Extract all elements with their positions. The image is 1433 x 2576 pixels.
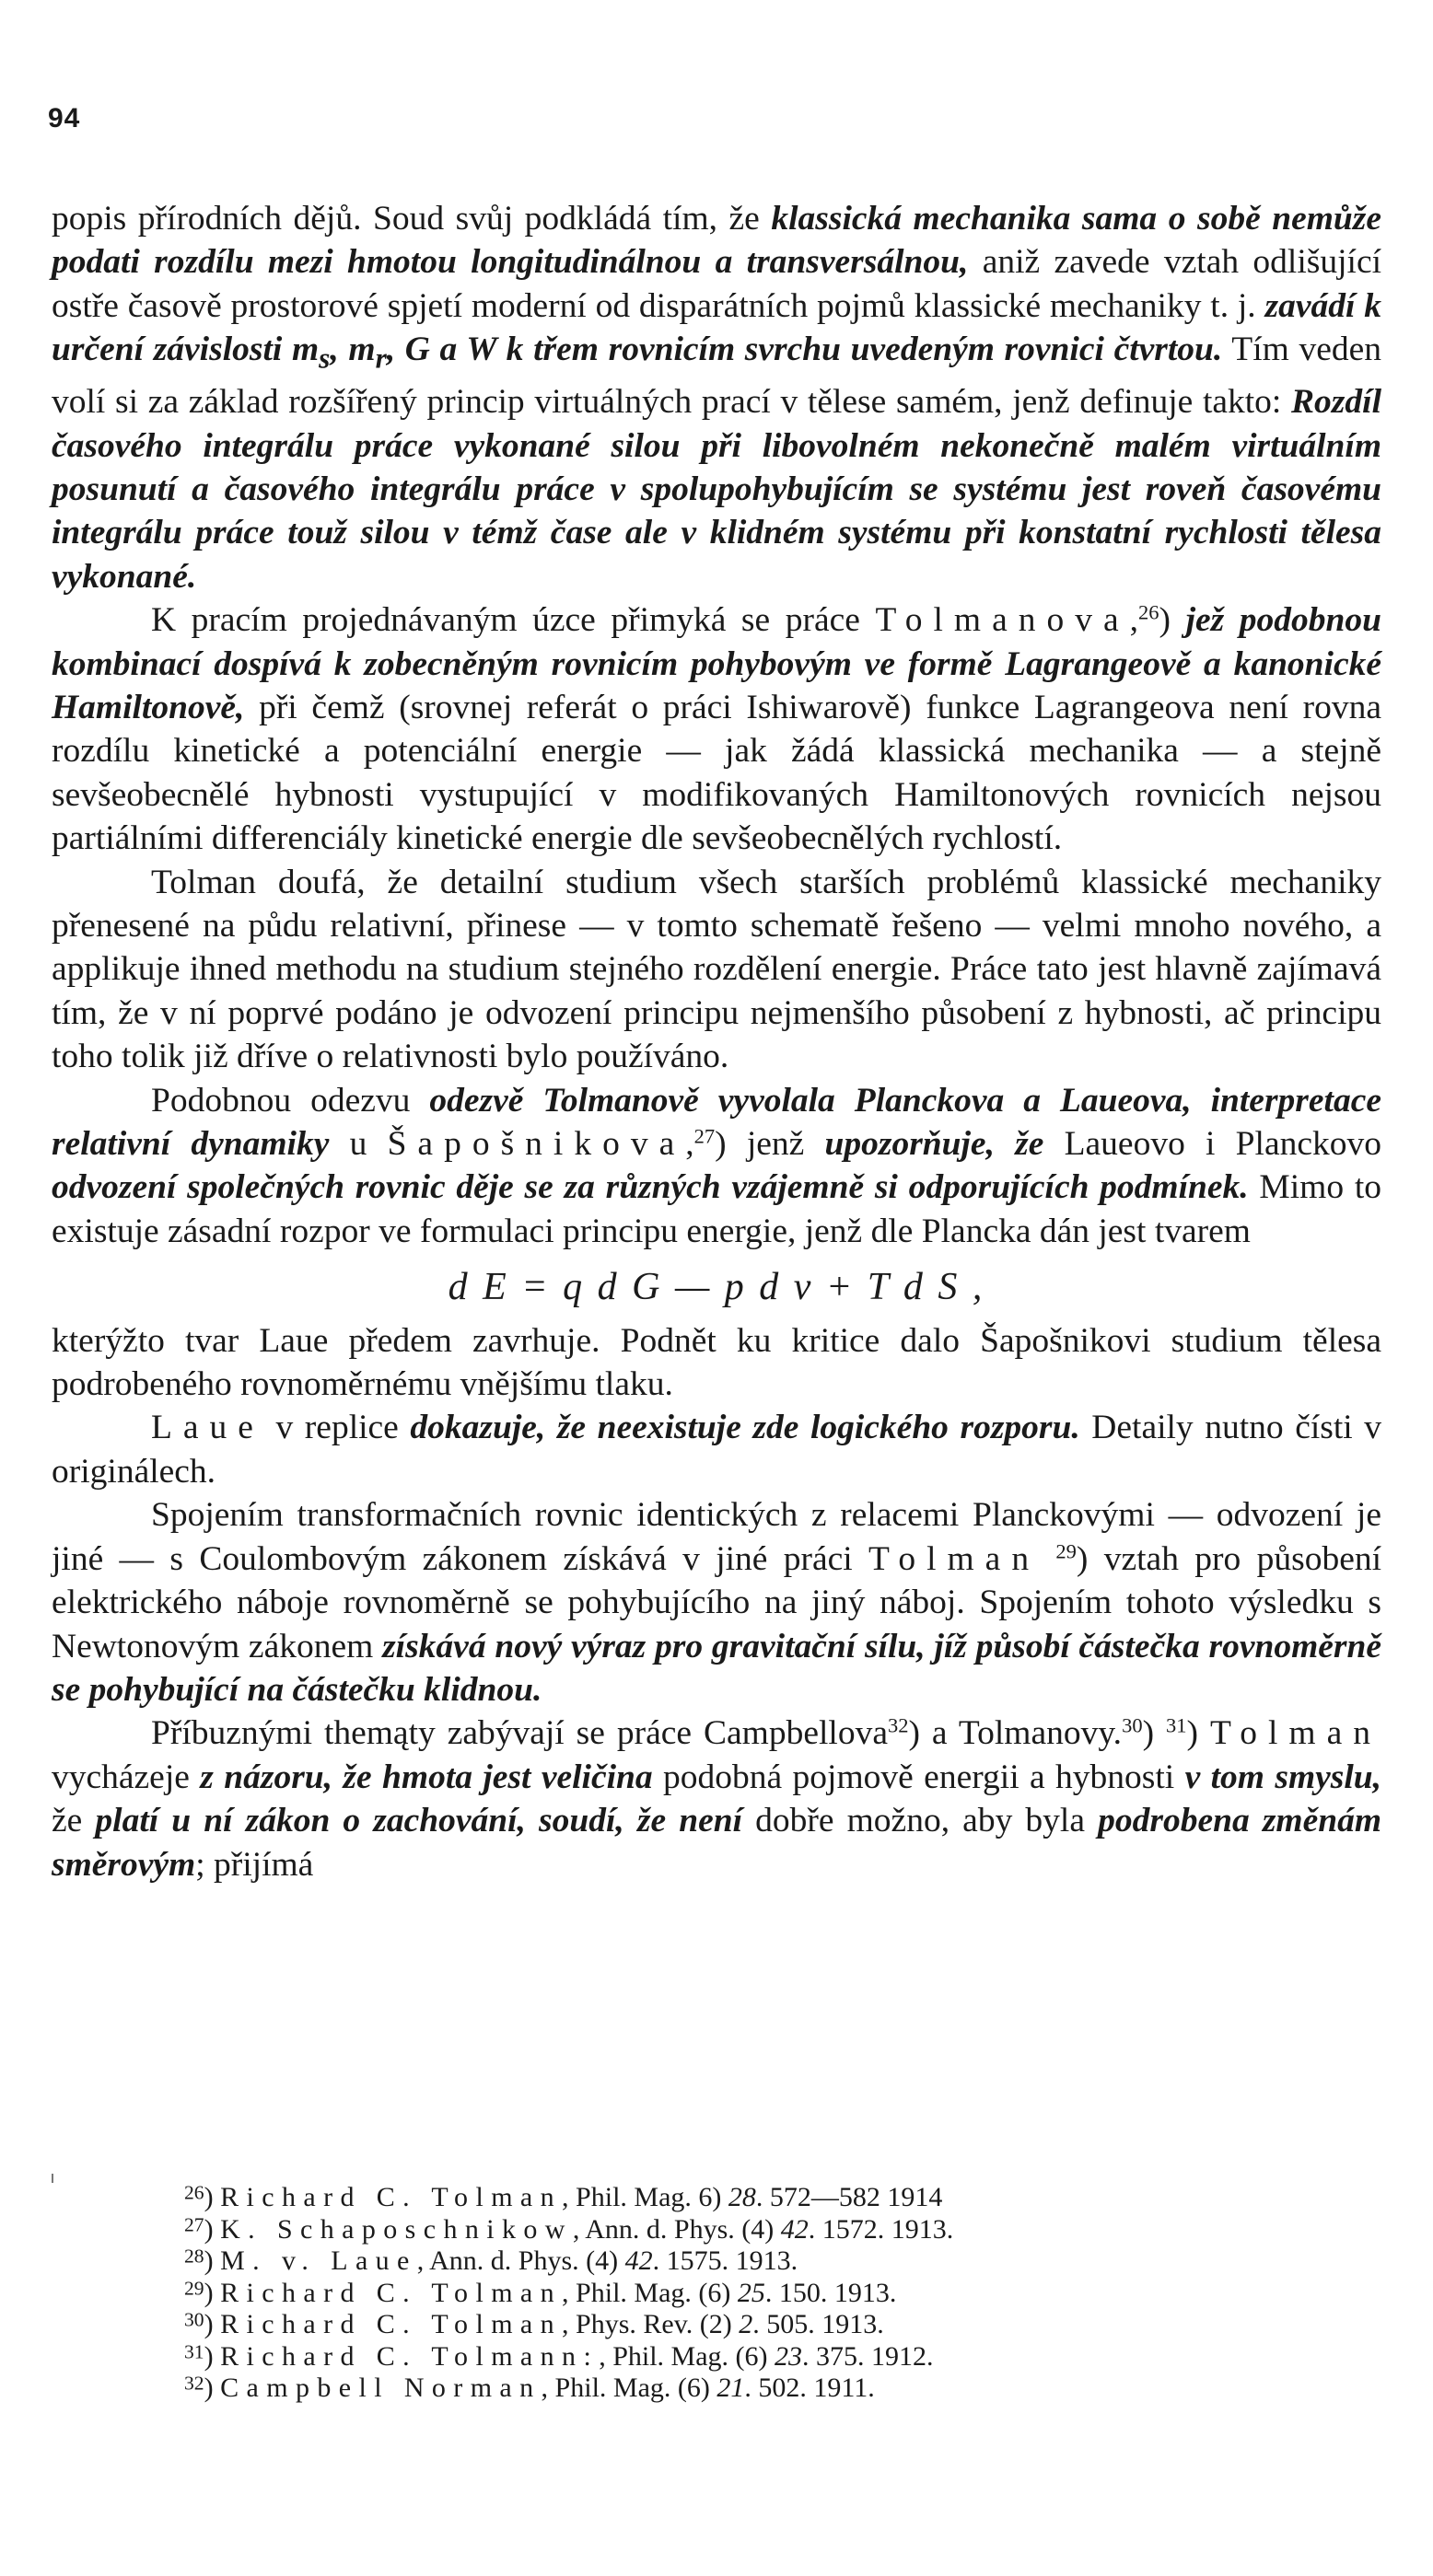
text-run: podobná pojmově energii a hybnosti — [652, 1758, 1185, 1796]
footnote-rule — [52, 2174, 53, 2183]
paragraph — [52, 1493, 1381, 1712]
footnote-volume: 28 — [728, 2182, 756, 2212]
footnote-journal: , Phil. Mag. (6) — [562, 2277, 738, 2308]
footnote-paren: ) — [204, 2182, 221, 2212]
text-run: K pracím projednávaným úzce přimyká se práce — [151, 601, 876, 640]
footnotes — [184, 2182, 1289, 2405]
spaced-author-name: Laue — [151, 1409, 264, 1447]
footnote-volume: 25 — [737, 2277, 765, 2308]
footnote-journal: , Phys. Rev. (2) — [562, 2309, 740, 2339]
footnote-ref: 31 — [1166, 1713, 1187, 1737]
emphasis-text: klassická mechanika sama o sobě nemůže podati rozdílu mezi hmotou longitudinálnou a transversálnou, — [52, 200, 1381, 282]
text-run: v replice — [263, 1409, 411, 1447]
text-run: dobře možno, aby byla — [742, 1802, 1099, 1840]
text-run: že — [52, 1802, 96, 1840]
footnote-journal: , Ann. d. Phys. (4) — [416, 2245, 625, 2276]
footnote-journal: , Phil. Mag. (6) — [599, 2340, 775, 2372]
footnote-pages-year: . 505. 1913. — [752, 2309, 884, 2339]
text-run: Podobnou odezvu — [151, 1081, 430, 1120]
footnote — [184, 2309, 1289, 2341]
footnote-number: 27 — [184, 2212, 204, 2235]
footnote-number: 29 — [184, 2276, 204, 2299]
footnote-paren: ) — [204, 2277, 221, 2308]
footnote-number: 32 — [184, 2372, 204, 2395]
equation: d E = q d G — p d v + T d S , — [448, 1266, 985, 1309]
paragraph — [52, 1319, 1381, 1407]
footnote-ref: 32 — [887, 1713, 909, 1737]
text-run: popis přírodních dějů. Soud svůj podkládá tím, že — [52, 200, 772, 238]
text-run: ) — [1142, 1714, 1167, 1753]
text-run: ) — [1186, 1714, 1210, 1753]
footnote — [184, 2245, 1289, 2278]
footnote-author: Richard C. Tolman — [220, 2182, 563, 2212]
emphasis-text: dokazuje, že neexistuje zde logického rozporu. — [410, 1409, 1080, 1447]
footnote-pages-year: . 502. 1911. — [744, 2373, 875, 2403]
footnote-author: Richard C. Tolman — [220, 2309, 563, 2339]
footnote-author: Richard C. Tolman — [220, 2277, 563, 2308]
footnote-paren: ) — [204, 2213, 221, 2245]
text-run: aniž zavede vztah odlišující ostře časově prostorové spjetí moderní od disparátních pojmů klassické mechaniky t. j. — [52, 243, 1382, 325]
paragraph — [52, 861, 1381, 1079]
emphasis-text: , m — [330, 331, 376, 369]
footnote-pages-year: . 1572. 1913. — [808, 2213, 954, 2245]
text-run: ) a Tolmanovy. — [908, 1714, 1123, 1753]
footnote-number: 31 — [184, 2339, 204, 2362]
text-run: Příbuznými themąty zabývají se práce Campbellova — [151, 1714, 888, 1753]
emphasis-text: odezvě Tolmanově vyvolala Planckova a Laueova, interpretace relativní dynamiky — [52, 1081, 1381, 1164]
subscript: s — [319, 342, 331, 375]
footnote — [184, 2214, 1289, 2246]
footnote-journal: , Ann. d. Phys. (4) — [572, 2213, 781, 2245]
paragraph — [52, 197, 1381, 598]
footnote-pages-year: . 572—582 1914 — [755, 2182, 943, 2212]
footnote-number: 30 — [184, 2308, 204, 2331]
spaced-author-name: Šapošnikova — [387, 1125, 686, 1164]
spaced-author-name: Tolman — [1209, 1714, 1381, 1753]
page-number: 94 — [48, 103, 81, 133]
text-run: Tím veden volí si za základ rozšířený princip virtuálných prací v tělese samém, jenž definuje takto: — [52, 331, 1382, 422]
footnote-volume: 42 — [624, 2245, 653, 2276]
emphasis-text: upozorňuje, že — [824, 1125, 1044, 1164]
text-run: Detaily nutno čísti v originálech. — [52, 1409, 1381, 1491]
text-run: vycházeje — [52, 1758, 201, 1796]
footnote-paren: ) — [204, 2245, 221, 2276]
text-run: , — [1129, 601, 1138, 640]
footnote-journal: , Phil. Mag. (6) — [541, 2373, 717, 2403]
footnote-volume: 23 — [775, 2340, 803, 2372]
text-run: ) vztah pro působení elektrického náboje rovnoměrně se pohybujícího na jiný náboj. Spojením tohoto výsledku s Newtonovým zákonem — [52, 1539, 1382, 1665]
footnote-author: Richard C. Tolmann: — [220, 2340, 600, 2372]
footnote-paren: ) — [204, 2373, 221, 2403]
paragraph — [52, 1079, 1381, 1254]
spaced-author-name: Tolmanova — [875, 601, 1130, 640]
emphasis-text: podrobena změnám směrovým — [52, 1802, 1382, 1884]
paragraph — [52, 1712, 1381, 1886]
subscript: r — [375, 342, 387, 375]
footnote-pages-year: . 375. 1912. — [802, 2340, 934, 2372]
footnote-author: M. v. Laue — [220, 2245, 417, 2276]
footnote-paren: ) — [204, 2340, 221, 2372]
text-run: Spojením transformačních rovnic identických z relacemi Planckovými — odvození je jiné — s Coulombovým zákonem získává v jiné práci — [52, 1496, 1381, 1578]
footnote-volume: 2 — [739, 2309, 753, 2339]
text-run: , — [685, 1125, 694, 1164]
footnote-author: Campbell Norman — [220, 2373, 542, 2403]
footnote — [184, 2373, 1289, 2405]
text-run: ; přijímá — [195, 1845, 314, 1884]
footnote-volume: 42 — [780, 2213, 809, 2245]
footnote-ref: 30 — [1122, 1713, 1143, 1737]
text-run: Mimo to existuje zásadní rozpor ve formulaci principu energie, jenž dle Plancka dán jest tvarem — [52, 1168, 1381, 1250]
footnote-number: 26 — [184, 2181, 204, 2204]
footnote-volume: 21 — [716, 2373, 745, 2403]
emphasis-text: Rozdíl časového integrálu práce vykonané silou při libovolném nekonečně malém virtuálním posunutí a časového integrálu práce v spolupohybujícím se systému jest roveň časovému integrálu práce touž silou v témž čase ale v klidném systému při konstatní rychlosti tělesa vykonané. — [52, 383, 1381, 596]
text-run: ) — [1159, 601, 1186, 640]
emphasis-text: , G a W k třem rovnicím svrchu uvedeným rovnici čtvrtou. — [386, 331, 1223, 369]
footnote-number: 28 — [184, 2245, 204, 2268]
emphasis-text: získává nový výraz pro gravitační sílu, jíž působí částečka rovnoměrně se pohybující na částečku klidnou. — [52, 1627, 1381, 1709]
footnote-pages-year: . 150. 1913. — [764, 2277, 897, 2308]
footnote — [184, 2182, 1289, 2214]
emphasis-text: zavádí k určení závislosti m — [52, 286, 1381, 369]
text-run: při čemž (srovnej referát o práci Ishiwarově) funkce Lagrangeova není rovna rozdílu kinetické a potenciální energie — jak žádá klassická mechanika — a stejně sevšeobecnělé hybnosti vystupující v modifikovaných Hamiltonových rovnicích nejsou partiálními differenciály kinetické energie dle sevšeobecnělých rychlostí. — [52, 688, 1381, 858]
text-run: ) jenž — [715, 1125, 825, 1164]
text-run — [1040, 1540, 1055, 1578]
emphasis-text: odvození společných rovnic děje se za různých vzájemně si odporujících podmínek. — [52, 1168, 1249, 1207]
footnote-ref: 29 — [1055, 1539, 1077, 1563]
spaced-author-name: Tolman — [868, 1539, 1041, 1578]
text-run: kterýžto tvar Laue předem zavrhuje. Podnět ku kritice dalo Šapošnikovi studium tělesa podrobeného rovnoměrnému vnějšímu tlaku. — [52, 1321, 1381, 1404]
text-run: u — [329, 1125, 388, 1164]
emphasis-text: platí u ní zákon o zachování, soudí, že není — [95, 1802, 743, 1840]
emphasis-text: z názoru, že hmota jest veličina — [200, 1758, 653, 1796]
text-run: Laueovo i Planckovo — [1043, 1125, 1381, 1164]
paragraph — [52, 1406, 1381, 1493]
footnote — [184, 2278, 1289, 2310]
footnote-paren: ) — [204, 2309, 221, 2339]
text-run: Tolman doufá, že detailní studium všech starších problémů klassické mechaniky přenesené na půdu relativní, přinese — v tomto schematě řešeno — velmi mnoho nového, a applikuje ihned methodu na studium stejného rozdělení energie. Práce tato jest hlavně zajímavá tím, že v ní poprvé podáno je odvození principu nejmenšího působení z hybnosti, ač principu toho tolik již dříve o relativnosti bylo používáno. — [52, 863, 1381, 1076]
emphasis-text: jež podobnou kombinací dospívá k zobecněným rovnicím pohybovým ve formě Lagrangeově a kanonické Hamiltonově, — [52, 601, 1381, 726]
body-text — [52, 197, 1381, 1886]
emphasis-text: v tom smyslu, — [1184, 1758, 1382, 1796]
footnote-pages-year: . 1575. 1913. — [652, 2245, 798, 2276]
footnote-author: K. Schaposchnikow — [220, 2213, 573, 2245]
footnote-ref: 27 — [693, 1124, 716, 1148]
footnote-ref: 26 — [1138, 600, 1159, 624]
paragraph — [52, 598, 1381, 860]
footnote — [184, 2341, 1289, 2373]
footnote-journal: , Phil. Mag. 6) — [562, 2182, 728, 2212]
